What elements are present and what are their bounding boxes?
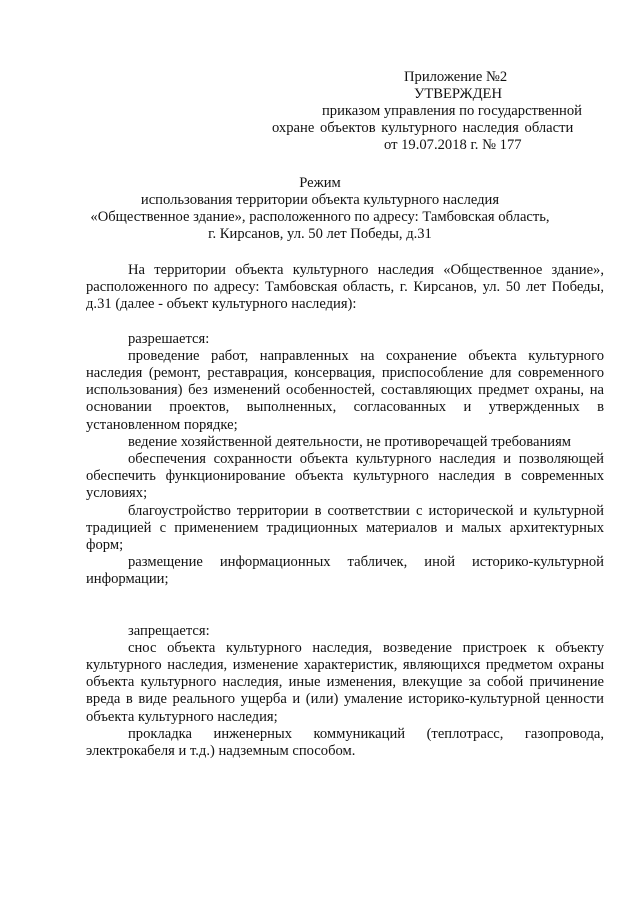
permitted-item: обеспечения сохранности объекта культурного наследия и позволяющей обеспечить функционирование объекта культурного наследия в современных условиях; [86,451,604,502]
permitted-heading: разрешается: [128,330,210,347]
title-line-3: «Общественное здание», расположенного по адресу: Тамбовская область, [90,209,550,225]
intro-paragraph: На территории объекта культурного наследия «Общественное здание», расположенного по адресу: Тамбовская область, г. Кирсанов, ул. 50 лет Победы, д.31 (далее - объект культурного наследия): [86,262,604,313]
order-line-2: охране объектов культурного наследия области [272,120,574,136]
permitted-item: проведение работ, направленных на сохранение объекта культурного наследия (ремонт, реставрация, консервация, приспособление для современного использования) без изменений особенностей, составляющих предмет охраны, на основании проектов, выполненных, согласованных и утвержденных в установленном порядке; [86,347,604,433]
prohibited-heading: запрещается: [128,622,210,639]
permitted-item: размещение информационных табличек, иной историко-культурной информации; [86,554,604,588]
document-body [86,262,604,760]
title-regime: Режим [299,175,341,191]
prohibited-item: прокладка инженерных коммуникаций (теплотрасс, газопровода, электрокабеля и т.д.) надземным способом. [86,725,604,760]
order-line-1: приказом управления по государственной [322,103,582,119]
order-date-number: от 19.07.2018 г. № 177 [384,137,522,153]
approved-label: УТВЕРЖДЕН [414,86,502,102]
prohibited-item: снос объекта культурного наследия, возведение пристроек к объекту культурного наследия, изменение характеристик, являющихся предметом охраны объекта культурного наследия, иные изменения, влекущие за собой причинение вреда в виде реального ущерба и (или) умаление историко-культурной ценности объекта культурного наследия; [86,639,604,725]
appendix-number: Приложение №2 [404,69,508,85]
title-line-2: использования территории объекта культурного наследия [140,192,500,208]
permitted-item: благоустройство территории в соответствии с исторической и культурной традицией с применением традиционных материалов и малых архитектурных форм; [86,502,604,554]
title-line-4: г. Кирсанов, ул. 50 лет Победы, д.31 [208,226,432,242]
permitted-item: ведение хозяйственной деятельности, не противоречащей требованиям [128,433,572,450]
